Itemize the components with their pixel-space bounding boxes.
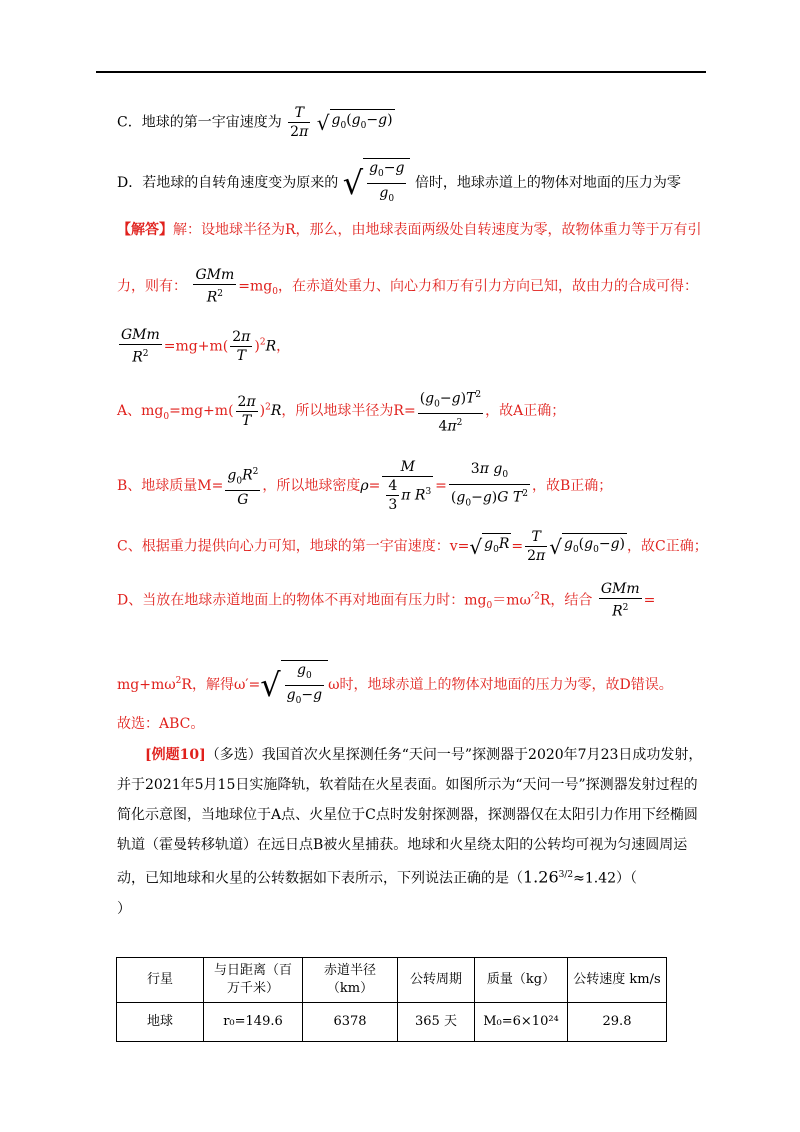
solution-text: =mg xyxy=(238,278,273,295)
solution-text: ，所以地球密度 xyxy=(262,478,361,494)
solution-d-line-2: $mg+m\omega^2R$，解得ω′=√ $\frac{g_0}{g_0-g}$ ω时，地球赤道上的物体对地面的压力为零，故D错误。 xyxy=(117,660,673,710)
example-label: [例题10] xyxy=(145,747,206,763)
fraction: $\frac{2\pi}{T}$ xyxy=(232,328,251,364)
solution-text: ＝mω′ xyxy=(492,592,535,609)
solution-text: C、根据重力提供向心力可知，地球的第一宇宙速度：v= xyxy=(117,538,470,555)
solution-a: A、$mg_0=mg+m$( $\frac{2\pi}{T}$ )$^2$R，所以地球半径为R= $\frac{(g_0-g)T^2}{4\pi^2}$ ，故A正确； xyxy=(117,386,565,436)
solution-text: R，结合 xyxy=(539,592,593,609)
solution-text: =mg+m( xyxy=(163,338,229,355)
solution-line-1 xyxy=(117,220,702,240)
approx-end: ≈1.42）（ xyxy=(573,870,638,887)
table-header: 与日距离（百万千米） xyxy=(204,958,303,1003)
solution-text: ，在赤道处重力、向心力和万有引力方向已知，故由力的合成可得： xyxy=(277,278,698,295)
fraction: $\frac{2\pi}{T}$ xyxy=(237,393,256,429)
fraction: M $\frac{4}{3}$ π $R^3$ xyxy=(382,458,433,514)
table-cell: 6378 xyxy=(303,1003,398,1042)
solution-text: 力，则有： xyxy=(117,278,187,295)
solution-text: B、地球质量M= xyxy=(117,478,224,494)
option-c-text: C．地球的第一宇宙速度为 xyxy=(117,114,282,131)
header-rule xyxy=(96,71,706,73)
solution-text: R，解得ω′ xyxy=(181,676,249,693)
option-c xyxy=(117,104,395,141)
solution-text: ，所以地球半径为R= xyxy=(281,403,416,420)
option-d-suffix: 倍时，地球赤道上的物体对地面的压力为零 xyxy=(414,174,681,191)
solution-label: 【解答】 xyxy=(117,222,173,238)
planet-table xyxy=(116,957,667,1042)
table-cell: 地球 xyxy=(117,1003,204,1042)
solution-text: ，故C正确； xyxy=(627,538,708,555)
solution-d-line-1: D、当放在地球赤道地面上的物体不再对地面有压力时：$mg_0=m\omega'^2R$，结合 $\frac{\text{GMm}}{R^2}$ = xyxy=(117,581,656,620)
table-header: 赤道半径（km） xyxy=(303,958,398,1003)
solution-b: B、地球质量M= $\frac{g_0R^2}{G}$ ，所以地球密度ρ= M $\frac{4}{3}$ π $R^3$ = $\frac{3\pi g_0}{(g_0-g)G T^2}$ ，故B正确； xyxy=(117,459,613,513)
sqrt-expr: √ $g_0(g_0-g)$ xyxy=(549,534,626,559)
table-header: 公转速度 km/s xyxy=(568,958,667,1003)
solution-text: D、当放在地球赤道地面上的物体不再对地面有压力时：mg xyxy=(117,592,487,609)
table-cell: r₀=149.6 xyxy=(204,1003,303,1042)
example-text: （多选）我国首次火星探测任务“天问一号”探测器于2020年7月23日成功发射，并于2021年5月15日实施降轨，软着陆在火星表面。如图所示为“天问一号”探测器发射过程的简化示意图，当地球位于A点、火星位于C点时发射探测器，探测器仅在太阳引力作用下经椭圆轨道（霍曼转移轨道）在远日点B被火星捕获。地球和火星绕太阳的公转均可视为匀速圆周运动，已知地球和火星的公转数据如下表所示，下列说法正确的是（ xyxy=(117,747,703,887)
fraction: $\frac{T}{2\pi}$ xyxy=(527,529,546,564)
solution-text: A、mg xyxy=(117,403,164,420)
sqrt-expr: √ $g_0R$ xyxy=(469,534,510,559)
solution-text: 解：设地球半径为R，那么，由地球表面两级处自转速度为零，故物体重力等于万有引 xyxy=(173,222,702,238)
sqrt-expr: √ $\frac{g_0}{g_0-g}$ xyxy=(260,660,328,710)
sqrt-expr: √ $g_0(g_0-g)$ xyxy=(316,110,393,135)
option-d-text: D．若地球的自转角速度变为原来的 xyxy=(117,174,339,191)
solution-line-2: 力，则有： $\frac{\text{GMm}}{R^2}$ $=mg_0$，在赤道处重力、向心力和万有引力方向已知，故由力的合成可得： xyxy=(117,267,698,306)
solution-answer: 故选：ABC。 xyxy=(117,716,205,732)
fraction: $\frac{3\pi g_0}{(g_0-g)G T^2}$ xyxy=(450,460,528,509)
table-cell: M₀=6×10²⁴ xyxy=(475,1003,568,1042)
table-header: 行星 xyxy=(117,958,204,1003)
fraction: $\frac{\text{GMm}}{R^2}$ xyxy=(600,581,640,620)
approx-base: 1.26 xyxy=(523,867,559,887)
solution-text: ω时，地球赤道上的物体对地面的压力为零，故D错误。 xyxy=(328,676,673,693)
fraction: $\frac{\text{GMm}}{R^2}$ xyxy=(121,327,160,366)
solution-c: C、根据重力提供向心力可知，地球的第一宇宙速度：v=√ $g_0R$ = $\frac{T}{2\pi}$ √ $g_0(g_0-g)$ ，故C正确； xyxy=(117,529,708,564)
table-header: 公转周期 xyxy=(398,958,475,1003)
solution-text: mg+mω xyxy=(117,676,176,693)
solution-text: =mg+m( xyxy=(169,403,234,420)
solution-line-3: $\frac{\text{GMm}}{R^2}$ =mg+m( $\frac{2\pi}{T}$ )$^2$R， xyxy=(121,327,291,366)
fraction: $\frac{T}{2\pi}$ xyxy=(290,105,309,140)
example-10: [例题10]（多选）我国首次火星探测任务“天问一号”探测器于2020年7月23日成功发射，并于2021年5月15日实施降轨，软着陆在火星表面。如图所示为“天问一号”探测器发射过程的简化示意图，当地球位于A点、火星位于C点时发射探测器，探测器仅在太阳引力作用下经椭圆轨道（霍曼转移轨道）在远日点B被火星捕获。地球和火星绕太阳的公转均可视为匀速圆周运动，已知地球和火星的公转数据如下表所示，下列说法正确的是$(1.26^{3/2}\approx 1.42)$（ ） xyxy=(117,747,703,917)
example-close: ） xyxy=(117,900,131,917)
table-row xyxy=(117,1003,667,1042)
option-d xyxy=(117,158,681,208)
solution-text: ，故A正确； xyxy=(485,403,566,420)
table-header-row xyxy=(117,958,667,1003)
fraction: $\frac{\text{GMm}}{R^2}$ xyxy=(195,267,235,306)
fraction: $\frac{g_0R^2}{G}$ xyxy=(225,463,260,509)
table-cell: 365 天 xyxy=(398,1003,475,1042)
solution-text: ，故B正确； xyxy=(531,478,613,494)
sqrt-expr: √ $\frac{g_0-g}{g_0}$ xyxy=(343,158,411,208)
fraction: $\frac{(g_0-g)T^2}{4\pi^2}$ xyxy=(418,386,483,436)
table-header: 质量（kg） xyxy=(475,958,568,1003)
table-cell: 29.8 xyxy=(568,1003,667,1042)
